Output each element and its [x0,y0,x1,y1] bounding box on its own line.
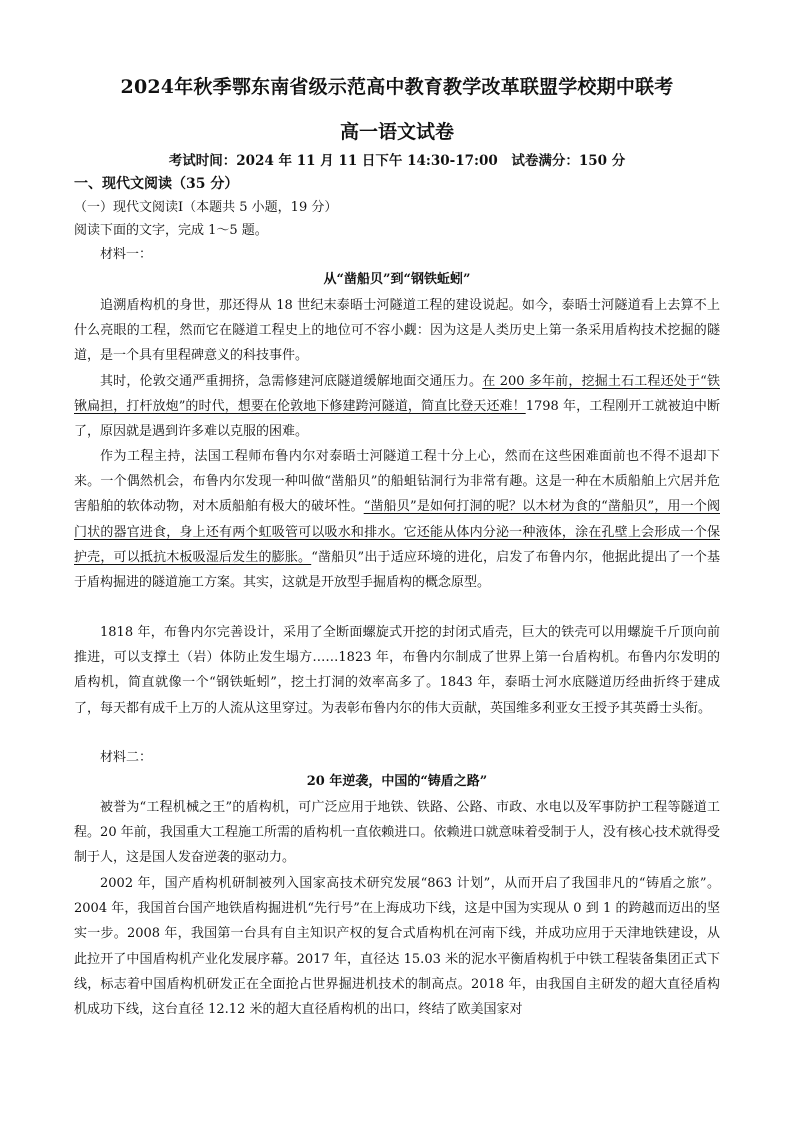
section-heading: 一、现代文阅读（35 分） [74,176,239,192]
exam-info: 考试时间：2024 年 11 月 11 日下午 14:30-17:00 试卷满分：150 分 [168,153,626,169]
subsection-heading: （一）现代文阅读Ⅰ（本题共 5 小题，19 分） [74,200,338,215]
material1-paragraph-3 [74,444,720,595]
exam-title: 2024年秋季鄂东南省级示范高中教育教学改革联盟学校期中联考 [120,76,674,98]
material1-paragraph-2 [74,369,720,445]
exam-subtitle: 高一语文试卷 [339,121,454,143]
material1-paragraph-4: 1818 年，布鲁内尔完善设计，采用了全断面螺旋式开挖的封闭式盾壳，巨大的铁壳可以用螺旋千斤顶向前推进，可以支撑土（岩）体防止发生塌方……1823 年，布鲁内尔制成了世界上第一台盾构机。布鲁内尔发明的盾构机，简直就像一个“钢铁蚯蚓”，挖土打洞的效率高多了。1843 年，泰晤士河水底隧道历经曲折终于建成了，每天都有成千上万的人流从这里穿过。为表彰布鲁内尔的伟大贡献，英国维多利亚女王授予其英爵士头衔。 [74,625,720,716]
material1-label: 材料一： [100,247,153,262]
material2-paragraph-2: 2002 年，国产盾构机研制被列入国家高技术研究发展“863 计划”，从而开启了我国非凡的“铸盾之旅”。2004 年，我国首台国产地铁盾构掘进机“先行号”在上海成功下线，这是中国为实现从 0 到 1 的跨越而迈出的坚实一步。2008 年，我国第一台具有自主知识产权的复合式盾构机在河南下线，并成功应用于天津地铁建设，从此拉开了中国盾构机产业化发展序幕。2017 年，直径达 15.03 米的泥水平衡盾构机于中铁工程装备集团正式下线，标志着中国盾构机研发正在全面抢占世界掘进机技术的制高点。2018 年，由我国自主研发的超大直径盾构机成功下线，这台直径 12.12 米的超大直径盾构机的出口，终结了欧美国家对 [74,876,720,1018]
paragraph-text: 1798 年，工程刚开工就被迫中断了，原因就是遇到许多难以克服的困难。 [74,399,720,440]
material1-title: 从“凿船贝”到“钢铁蚯蚓” [323,272,471,287]
paragraph-text: 作为工程主持，法国工程师布鲁内尔对泰晤士河隧道工程十分上心，然而在这些困难面前也不得不退却下来。一个偶然机会，布鲁内尔发现一种叫做“凿船贝”的船蛆钻洞行为非常有趣。这是一种在木质船舶上穴居并危害船舶的软体动物，对木质船舶有极大的破坏性。 [74,449,720,515]
material1-paragraph-1: 追溯盾构机的身世，那还得从 18 世纪末泰晤士河隧道工程的建设说起。如今，泰晤士河隧道看上去算不上什么亮眼的工程，然而它在隧道工程史上的地位可不容小觑：因为这是人类历史上第一条采用盾构技术挖掘的隧道，是一个具有里程碑意义的科技事件。 [74,298,720,364]
paragraph-text: “凿船贝”出于适应环境的进化，启发了布鲁内尔，他据此提出了一个基于盾构掘进的隧道施工方案。其实，这就是开放型手掘盾构的概念原型。 [74,549,720,591]
underlined-text: 在 200 多年前，挖掘土石工程还处于“铁锹扁担，打杆放炮”的时代，想要在伦敦地下修建跨河隧道，简直比登天还难！ [74,374,720,415]
material2-paragraph-1: 被誉为“工程机械之王”的盾构机，可广泛应用于地铁、铁路、公路、市政、水电以及军事防护工程等隧道工程。20 年前，我国重大工程施工所需的盾构机一直依赖进口。依赖进口就意味着受制于人，没有核心技术就得受制于人，这是国人发奋逆袭的驱动力。 [74,800,720,866]
paragraph-text: 其时，伦敦交通严重拥挤，急需修建河底隧道缓解地面交通压力。 [100,374,483,389]
reading-instruction: 阅读下面的文字，完成 1～5 题。 [74,223,268,238]
material2-title: 20 年逆袭，中国的“铸盾之路” [306,774,488,789]
material2-label: 材料二： [100,750,153,765]
underlined-text: “凿船贝”是如何打洞的呢？以木材为食的“凿船贝”，用一个阀门状的器官进食，身上还有两个虹吸管可以吸水和排水。它还能从体内分泌一种液体，涂在孔壁上会形成一个保护壳，可以抵抗木板吸湿后发生的膨胀。 [74,499,720,565]
